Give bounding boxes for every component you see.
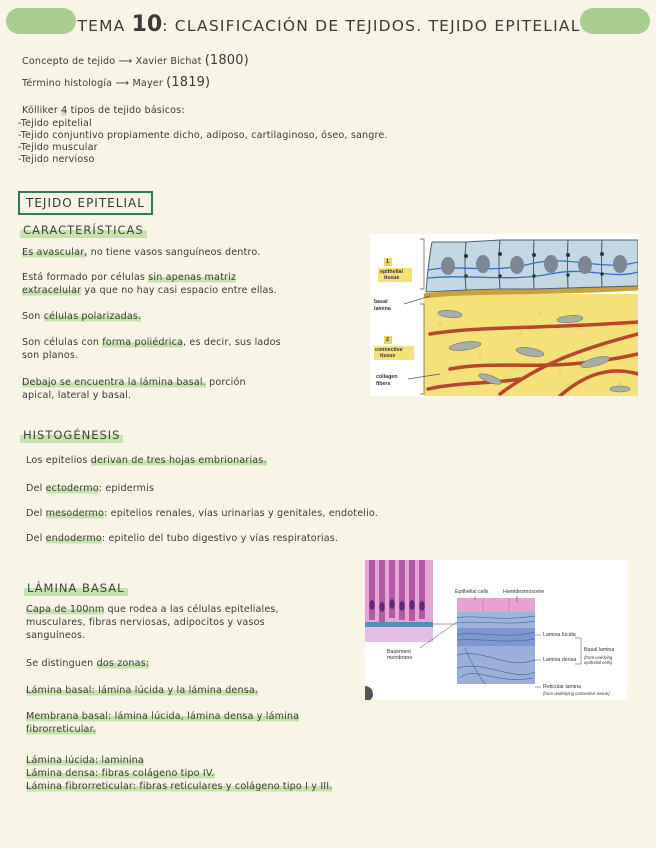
epithelial-tissue-figure [370, 234, 638, 396]
histogenesis-line: Los epitelios derivan de tres hojas embrionarias. [26, 455, 267, 466]
figure-label: membrane [387, 655, 413, 661]
figure-label: Basement [387, 649, 411, 655]
tissue-type: -Tejido epitelial [18, 118, 92, 129]
figure-label: (from underlying connective tissue) [543, 691, 610, 696]
header-decoration-left [6, 8, 76, 34]
figure-label: fibers [376, 381, 391, 387]
histogenesis-endoderm: Del endodermo: epitelio del tubo digestivo y vías respiratorias. [26, 533, 339, 544]
characteristic-polyhedral-cont: son planos. [22, 350, 79, 361]
basal-lamina-definition-cont: sanguíneos. [26, 630, 86, 641]
concept-line: Concepto de tejido ⟶ Xavier Bichat (1800) [22, 53, 249, 68]
figure-label: Basal lamina [584, 647, 615, 653]
basement-membrane-illustration [365, 560, 627, 700]
characteristics-heading: CARACTERÍSTICAS [20, 222, 147, 238]
figure-label: Lamina densa [543, 657, 577, 663]
title-number: 10 [131, 12, 163, 37]
basal-lamina-definition-cont: musculares, fibras nerviosas, adipocitos y vasos [26, 617, 265, 628]
epithelial-tissue-illustration [370, 234, 638, 396]
figure-label: lamina [374, 306, 391, 312]
figure-label: collagen [376, 374, 398, 380]
basement-membrane-figure [365, 560, 627, 700]
figure-label: connective [375, 347, 403, 353]
densa-detail: Lámina densa: fibras colágeno tipo IV. [26, 768, 215, 779]
section-title: TEJIDO EPITELIAL [18, 191, 153, 215]
figure-label: tissue [380, 353, 396, 359]
histogenesis-mesoderm: Del mesodermo: epitelios renales, vías urinarias y genitales, endotelio. [26, 508, 378, 519]
characteristic-matrix-cont: extracelular ya que no hay casi espacio entre ellas. [22, 285, 277, 296]
characteristic-basal: Debajo se encuentra la lámina basal. porción [22, 377, 246, 388]
figure-label: Reticular lamina [543, 684, 581, 690]
lucida-detail: Lámina lúcida: laminina [26, 755, 144, 766]
figure-label: Lamina lucida [543, 632, 576, 638]
characteristic-matrix: Está formado por células sin apenas matriz [22, 272, 237, 283]
figure-label: (from overlying [584, 655, 613, 660]
page-title: TEMA 10: CLASIFICACIÓN DE TEJIDOS. TEJIDO EPITELIAL [77, 12, 581, 37]
histogenesis-ectoderm: Del ectodermo: epidermis [26, 483, 155, 494]
characteristic-polyhedral: Son células con forma poliédrica, es decir, sus lados [22, 337, 281, 348]
figure-label: epithelial [380, 269, 403, 275]
basal-lamina-zones: Se distinguen dos zonas: [26, 658, 150, 669]
figure-label: 2 [386, 337, 389, 343]
basal-lamina-heading: LÁMINA BASAL [24, 580, 128, 596]
tissue-type: -Tejido muscular [18, 142, 98, 153]
term-line: Término histología ⟶ Mayer (1819) [22, 75, 211, 90]
figure-label: 1 [386, 259, 389, 265]
tissue-type: -Tejido nervioso [18, 154, 95, 165]
histogenesis-heading: HISTOGÉNESIS [20, 427, 123, 443]
arrow-icon: ⟶ [118, 56, 133, 67]
basement-membrane-composition-cont: fibrorreticular. [26, 724, 96, 735]
header-decoration-right [580, 8, 650, 34]
figure-label: tissue [384, 275, 400, 281]
fibroreticular-detail: Lámina fibrorreticular: fibras reticulares y colágeno tipo I y III. [26, 781, 333, 792]
arrow-icon: ⟶ [115, 78, 130, 89]
tissue-type: -Tejido conjuntivo propiamente dicho, adiposo, cartilaginoso, óseo, sangre. [18, 130, 388, 141]
basal-lamina-composition: Lámina basal: lámina lúcida y la lámina densa. [26, 685, 259, 696]
kolliker-line: Kölliker 4 tipos de tejido básicos: [22, 105, 185, 116]
figure-label: Hemidesmosome [503, 589, 545, 595]
figure-label: basal [374, 299, 388, 305]
figure-label: Epithelial cells [455, 589, 489, 595]
basement-membrane-composition: Membrana basal: lámina lúcida, lámina densa y lámina [26, 711, 300, 722]
characteristic-avascular: Es avascular, no tiene vasos sanguíneos dentro. [22, 247, 261, 258]
basal-lamina-definition: Capa de 100nm que rodea a las células epiteliales, [26, 604, 279, 615]
characteristic-basal-cont: apical, lateral y basal. [22, 390, 132, 401]
figure-label: epithelial cells) [584, 660, 613, 665]
characteristic-polarized: Son células polarizadas. [22, 311, 142, 322]
